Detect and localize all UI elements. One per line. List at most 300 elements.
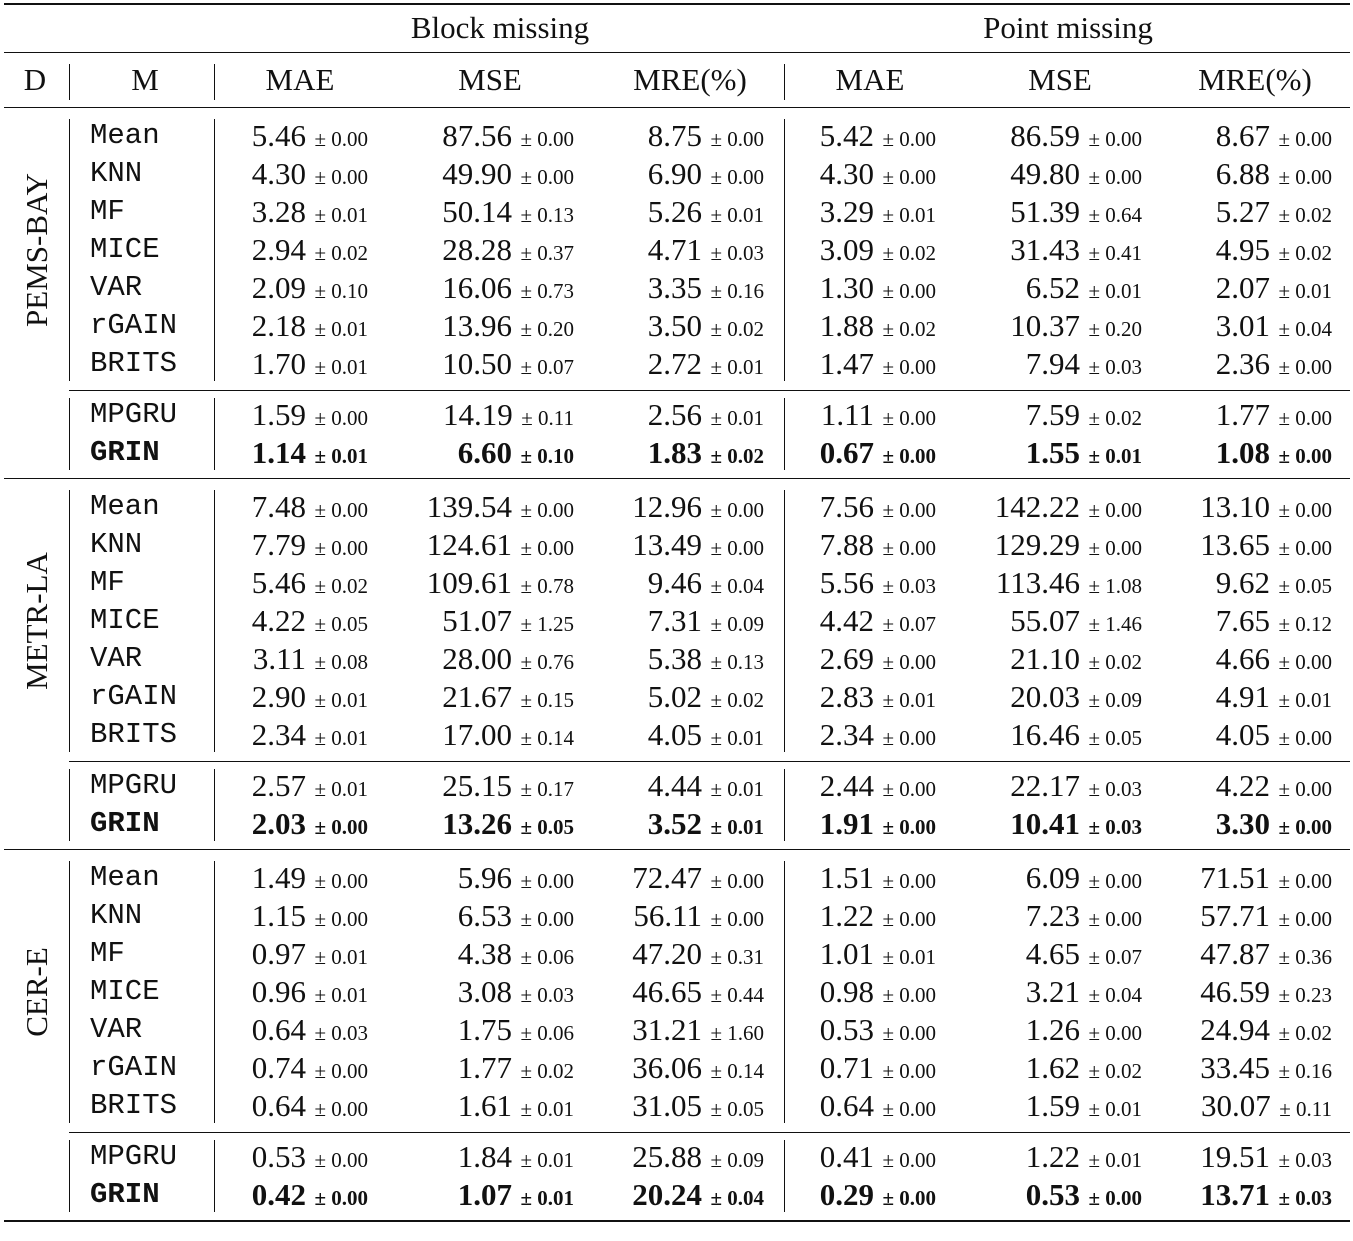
metric-std: 0.00 [331,1148,368,1172]
metric-value: 1.77 [457,1050,513,1085]
metric-value: 8.75 [647,118,703,153]
plus-minus: ± [309,869,332,893]
dataset-rule [4,478,1350,479]
metric-value: 13.65 [1200,527,1271,562]
metric-value: 21.67 [442,679,513,714]
metric-std: 0.00 [1295,355,1332,379]
plus-minus: ± [309,444,332,468]
metric-std: 1.25 [537,612,574,636]
metric-std: 0.03 [1105,777,1142,801]
plus-minus: ± [877,983,900,1007]
plus-minus: ± [515,574,538,598]
section-rule [69,390,1350,391]
table-row [0,155,1353,193]
plus-minus: ± [705,406,728,430]
metric-value: 0.64 [251,1088,307,1123]
metric-cell [218,1176,368,1220]
metric-std: 0.03 [331,1021,368,1045]
metric-std: 0.10 [331,279,368,303]
plus-minus: ± [1273,945,1296,969]
metric-value: 14.19 [443,397,513,432]
metric-value: 31.21 [632,1012,703,1047]
table-row [0,1049,1353,1087]
metric-cell [394,1176,574,1220]
metric-cell [218,345,368,389]
column-separator [214,119,215,381]
plus-minus: ± [705,536,728,560]
plus-minus: ± [705,574,728,598]
metric-value: 17.00 [442,717,513,752]
metric-value: 21.10 [1010,641,1081,676]
metric-std: 0.00 [727,907,764,931]
plus-minus: ± [1273,777,1296,801]
header-block-mse: MSE [458,62,522,97]
plus-minus: ± [705,279,728,303]
metric-std: 0.01 [899,945,936,969]
metric-std: 0.01 [1105,1097,1142,1121]
metric-value: 36.06 [632,1050,703,1085]
metric-cell [1167,1087,1332,1131]
metric-std: 0.00 [331,536,368,560]
table-row [0,1176,1353,1214]
metric-value: 0.98 [819,974,875,1009]
plus-minus: ± [1083,688,1106,712]
plus-minus: ± [877,869,900,893]
metric-value: 7.65 [1215,603,1271,638]
plus-minus: ± [705,726,728,750]
metric-std: 0.00 [1105,536,1142,560]
metric-std: 0.00 [899,355,936,379]
metric-value: 6.52 [1025,270,1081,305]
metric-std: 0.00 [331,1059,368,1083]
metric-value: 1.01 [819,936,875,971]
metric-value: 1.11 [820,397,875,432]
metric-value: 4.05 [1215,717,1271,752]
plus-minus: ± [705,1097,728,1121]
plus-minus: ± [877,574,900,598]
metric-std: 0.00 [537,127,574,151]
plus-minus: ± [1083,726,1106,750]
metric-cell [394,805,574,849]
column-separator [784,769,785,841]
metric-value: 25.88 [632,1139,703,1174]
metric-value: 1.70 [251,346,307,381]
metric-std: 1.60 [727,1021,764,1045]
table-row [0,859,1353,897]
plus-minus: ± [705,1148,728,1172]
column-separator [784,1140,785,1212]
plus-minus: ± [1273,907,1296,931]
metric-std: 0.00 [1105,127,1142,151]
metric-value: 0.67 [819,435,875,470]
plus-minus: ± [515,815,538,839]
table-row [0,1138,1353,1176]
metric-std: 0.03 [1295,1148,1332,1172]
metric-std: 0.00 [899,1059,936,1083]
metric-value: 1.22 [1025,1139,1081,1174]
model-name: MICE [90,604,160,637]
metric-value: 13.10 [1200,489,1271,524]
plus-minus: ± [705,127,728,151]
plus-minus: ± [705,165,728,189]
plus-minus: ± [705,612,728,636]
metric-cell [218,716,368,760]
metric-std: 0.00 [1295,127,1332,151]
plus-minus: ± [705,688,728,712]
metric-std: 0.01 [899,688,936,712]
metric-value: 13.26 [442,806,513,841]
metric-std: 0.00 [331,127,368,151]
plus-minus: ± [1273,869,1296,893]
metric-std: 0.00 [331,907,368,931]
metric-value: 139.54 [426,489,513,524]
model-name: Mean [90,861,160,894]
table-row [0,767,1353,805]
metric-std: 0.00 [1295,726,1332,750]
metric-std: 0.00 [899,869,936,893]
table-row [0,678,1353,716]
metric-std: 0.12 [1295,612,1332,636]
model-name: MPGRU [90,398,178,431]
column-separator [784,490,785,752]
metric-std: 0.07 [1105,945,1142,969]
metric-value: 16.46 [1010,717,1081,752]
header-point-mre: MRE(%) [1198,62,1312,97]
metric-std: 0.01 [331,726,368,750]
plus-minus: ± [309,1021,332,1045]
metric-std: 0.00 [727,127,764,151]
plus-minus: ± [515,726,538,750]
metric-std: 0.02 [537,1059,574,1083]
metric-std: 0.36 [1295,945,1332,969]
metric-value: 7.23 [1025,898,1081,933]
metric-std: 0.00 [537,498,574,522]
plus-minus: ± [515,498,538,522]
table-row [0,307,1353,345]
plus-minus: ± [877,203,900,227]
metric-std: 0.14 [537,726,574,750]
plus-minus: ± [1083,1059,1106,1083]
metric-std: 0.00 [899,127,936,151]
metric-value: 7.79 [251,527,307,562]
metric-std: 0.00 [899,536,936,560]
table-row [0,897,1353,935]
plus-minus: ± [1273,726,1296,750]
plus-minus: ± [705,777,728,801]
metric-cell [604,716,764,760]
plus-minus: ± [515,1021,538,1045]
metric-value: 4.95 [1215,232,1271,267]
metric-value: 1.75 [457,1012,513,1047]
metric-cell [962,1176,1142,1220]
metric-std: 0.01 [331,203,368,227]
metric-std: 0.02 [1295,241,1332,265]
metric-std: 0.01 [727,726,764,750]
metric-std: 0.01 [331,983,368,1007]
plus-minus: ± [877,1097,900,1121]
header-dataset: D [23,62,47,97]
metric-value: 7.94 [1025,346,1081,381]
metric-value: 47.20 [632,936,703,971]
metric-value: 2.69 [819,641,875,676]
metric-std: 0.00 [727,869,764,893]
metric-std: 0.00 [1295,777,1332,801]
metric-std: 0.06 [537,945,574,969]
metric-value: 4.42 [819,603,875,638]
metric-value: 19.51 [1200,1139,1271,1174]
metric-std: 0.07 [537,355,574,379]
metric-cell [962,805,1142,849]
metric-value: 5.42 [819,118,875,153]
plus-minus: ± [877,241,900,265]
metric-cell [218,805,368,849]
metric-std: 0.16 [727,279,764,303]
model-name: MICE [90,233,160,266]
metric-value: 2.09 [251,270,307,305]
model-name: VAR [90,271,143,304]
metric-std: 0.03 [899,574,936,598]
metric-std: 0.02 [727,317,764,341]
plus-minus: ± [877,279,900,303]
metric-value: 1.49 [251,860,307,895]
metric-cell [1167,345,1332,389]
plus-minus: ± [1083,869,1106,893]
plus-minus: ± [309,355,332,379]
metric-value: 33.45 [1200,1050,1271,1085]
plus-minus: ± [515,869,538,893]
metric-cell [604,434,764,478]
metric-std: 0.09 [1105,688,1142,712]
metric-std: 0.02 [1295,1021,1332,1045]
table-row [0,193,1353,231]
group-header-point-missing: Point missing [983,10,1153,45]
metric-value: 13.96 [442,308,513,343]
plus-minus: ± [877,1059,900,1083]
plus-minus: ± [1273,279,1296,303]
group-header-block-missing: Block missing [410,10,590,45]
metric-std: 0.78 [537,574,574,598]
metric-std: 0.37 [537,241,574,265]
column-separator [784,861,785,1123]
metric-cell [786,1087,936,1131]
plus-minus: ± [1273,688,1296,712]
plus-minus: ± [877,444,900,468]
metric-std: 0.09 [727,1148,764,1172]
metric-value: 55.07 [1010,603,1081,638]
plus-minus: ± [705,317,728,341]
metric-std: 0.03 [1105,355,1142,379]
metric-value: 20.03 [1010,679,1081,714]
metric-value: 2.44 [819,768,875,803]
metric-value: 0.53 [1025,1177,1081,1212]
metric-value: 2.94 [251,232,307,267]
metric-std: 0.00 [1295,815,1332,839]
metric-std: 0.00 [899,815,936,839]
column-separator [69,861,70,1123]
header-model: M [131,62,159,97]
plus-minus: ± [1273,1186,1296,1210]
metric-cell [218,1087,368,1131]
metric-value: 49.80 [1010,156,1081,191]
column-separator [784,119,785,381]
plus-minus: ± [1273,498,1296,522]
model-name: GRIN [90,807,160,840]
metric-cell [604,805,764,849]
metric-cell [962,345,1142,389]
metric-value: 7.56 [819,489,875,524]
column-separator [784,398,785,470]
metric-value: 51.39 [1010,194,1081,229]
metric-value: 20.24 [632,1177,703,1212]
plus-minus: ± [1083,907,1106,931]
plus-minus: ± [705,815,728,839]
plus-minus: ± [309,203,332,227]
metric-std: 0.00 [1295,406,1332,430]
metric-cell [394,1087,574,1131]
metric-cell [604,1176,764,1220]
metric-value: 22.17 [1010,768,1081,803]
model-name: MPGRU [90,1140,178,1173]
plus-minus: ± [1083,355,1106,379]
metric-std: 0.04 [727,1186,764,1210]
plus-minus: ± [1083,203,1106,227]
plus-minus: ± [515,406,539,430]
dataset-label: METR-LA [19,552,54,690]
metric-value: 8.67 [1215,118,1271,153]
metric-std: 0.02 [1105,650,1142,674]
metric-value: 2.07 [1215,270,1271,305]
metric-std: 0.01 [899,203,936,227]
metric-value: 1.91 [819,806,875,841]
metric-cell [1167,1176,1332,1220]
metric-std: 0.00 [537,536,574,560]
plus-minus: ± [309,536,332,560]
metric-value: 4.65 [1025,936,1081,971]
metric-std: 0.00 [1295,869,1332,893]
metric-value: 6.60 [457,435,513,470]
metric-std: 0.64 [1105,203,1142,227]
metric-std: 0.00 [331,165,368,189]
metric-std: 0.00 [899,1097,936,1121]
metric-value: 0.53 [251,1139,307,1174]
metric-value: 6.90 [647,156,703,191]
model-name: KNN [90,528,143,561]
metric-std: 0.03 [537,983,574,1007]
metric-std: 0.00 [899,1021,936,1045]
plus-minus: ± [309,1186,332,1210]
model-name: BRITS [90,718,178,751]
dataset-label: CER-E [19,947,54,1037]
metric-std: 0.01 [1295,688,1332,712]
metric-value: 2.57 [251,768,307,803]
metric-value: 0.41 [819,1139,875,1174]
metric-cell [1167,716,1332,760]
metric-value: 46.59 [1200,974,1271,1009]
model-name: rGAIN [90,1051,178,1084]
metric-value: 9.62 [1215,565,1271,600]
plus-minus: ± [705,1186,728,1210]
metric-value: 71.51 [1200,860,1271,895]
metric-value: 3.28 [251,194,307,229]
metric-value: 24.94 [1200,1012,1271,1047]
metric-value: 0.64 [251,1012,307,1047]
plus-minus: ± [515,777,538,801]
metric-value: 3.09 [819,232,875,267]
model-name: BRITS [90,347,178,380]
metric-value: 16.06 [442,270,513,305]
model-name: MF [90,937,125,970]
metric-std: 0.00 [727,536,764,560]
column-separator [69,1140,70,1212]
plus-minus: ± [515,536,538,560]
metric-value: 1.14 [251,435,307,470]
plus-minus: ± [705,355,728,379]
model-name: MPGRU [90,769,178,802]
metric-std: 0.00 [331,1186,368,1210]
plus-minus: ± [309,1148,332,1172]
metric-value: 1.83 [647,435,703,470]
metric-cell [218,434,368,478]
metric-value: 1.47 [819,346,875,381]
metric-value: 1.26 [1025,1012,1081,1047]
plus-minus: ± [705,869,728,893]
metric-value: 1.22 [819,898,875,933]
metric-value: 5.96 [457,860,513,895]
model-name: KNN [90,157,143,190]
plus-minus: ± [515,127,538,151]
metric-value: 3.29 [819,194,875,229]
metric-std: 0.02 [331,574,368,598]
metric-std: 0.00 [899,1186,936,1210]
metric-value: 57.71 [1200,898,1271,933]
plus-minus: ± [877,127,900,151]
metric-value: 4.66 [1215,641,1271,676]
metric-value: 7.88 [819,527,875,562]
model-name: KNN [90,899,143,932]
header-vline-d [69,64,70,100]
metric-std: 0.11 [538,406,574,430]
metric-value: 3.08 [457,974,513,1009]
metric-std: 0.00 [1295,498,1332,522]
metric-value: 109.61 [426,565,513,600]
metric-std: 0.00 [1105,869,1142,893]
metric-std: 0.01 [1105,1148,1142,1172]
table-row [0,117,1353,155]
metric-value: 72.47 [632,860,703,895]
metric-std: 0.02 [727,444,764,468]
metric-std: 0.02 [1105,406,1142,430]
metric-std: 0.01 [331,688,368,712]
metric-value: 4.30 [819,156,875,191]
metric-std: 0.07 [899,612,936,636]
metric-std: 0.01 [331,444,368,468]
metric-std: 0.00 [331,498,368,522]
column-separator [214,398,215,470]
metric-std: 0.41 [1105,241,1142,265]
metric-std: 0.00 [1105,1021,1142,1045]
metric-value: 4.05 [647,717,703,752]
plus-minus: ± [309,815,332,839]
metric-std: 0.02 [1105,1059,1142,1083]
metric-std: 0.00 [1295,907,1332,931]
dataset-label: PEMS-BAY [19,173,54,327]
metric-value: 31.05 [632,1088,703,1123]
metric-std: 0.04 [1295,317,1332,341]
plus-minus: ± [309,165,332,189]
metric-std: 0.01 [1105,444,1142,468]
metric-value: 0.42 [251,1177,307,1212]
plus-minus: ± [1083,444,1106,468]
